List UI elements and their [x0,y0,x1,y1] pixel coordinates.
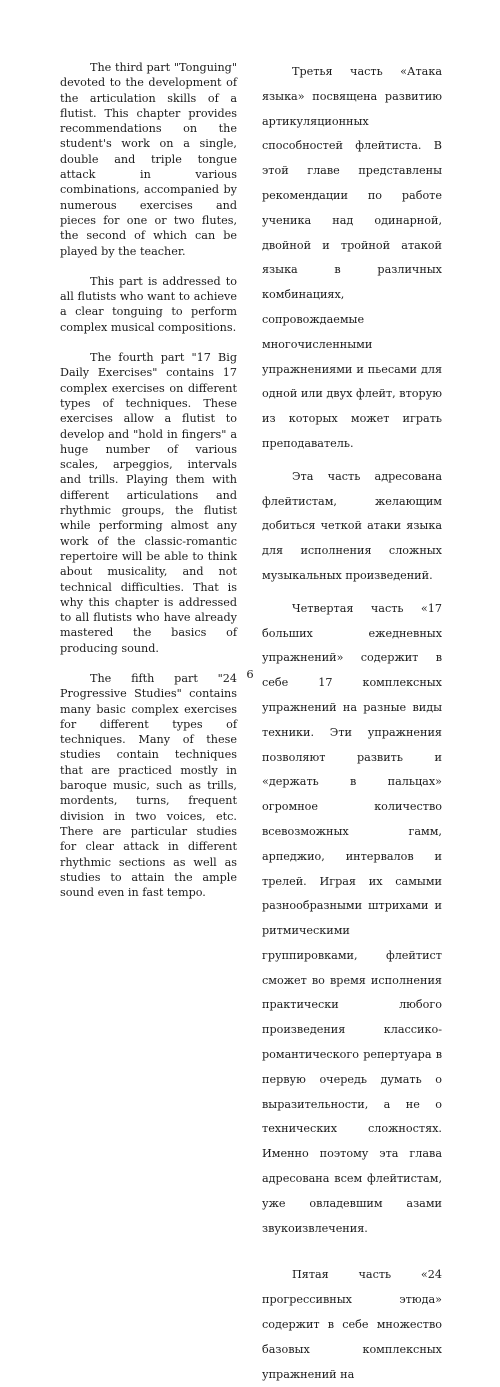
paragraph-third-part-audience-ru: Эта часть адресована флейтистам, желающим добиться четкой атаки языка для исполнения сложных музыкальных произведений. [262,469,442,582]
english-text-column [60,60,237,900]
paragraph-third-part: The third part "Tonguing" devoted to the development of the articulation skills of a flutist. This chapter provides recommendations on the student's work on a single, double and triple tongue attack in various combinations, accompanied by numerous exercises and pieces for one or two flutes, the second of which can be played by the teacher. [60,61,237,258]
paragraph-fourth-part: The fourth part "17 Big Daily Exercises" contains 17 complex exercises on different types of techniques. These exercises allow a flutist to develop and "hold in fingers" a huge number of various scales, arpeggios, intervals and trills. Playing them with different articulations and rhythmic groups, the flutist while performing almost any work of the classic-romantic repertoire will be able to think about musicality, and not technical difficulties. That is why this chapter is addressed to all flutists who have already mastered the basics of producing sound. [60,351,237,655]
paragraph-third-part-audience: This part is addressed to all flutists who want to achieve a clear tonguing to perform complex musical compositions. [60,274,237,334]
russian-text-column [262,60,442,1387]
paragraph-third-part-ru: Третья часть «Атака языка» посвящена развитию артикуляционных способностей флейтиста. В этой главе представлены рекомендации по работе ученика над одинарной, двойной и тройной атакой языка в различных комбинациях, сопровождаемые многочисленными упражнениями и пьесами для одной или двух флейт, вторую из которых может играть преподаватель. [262,65,442,450]
paragraph-fourth-part-ru: Четвертая часть «17 больших ежедневных упражнений» содержит в себе 17 комплексных упражнений на разные виды техники. Эти упражнения позволяют развить и «держать в пальцах» огромное количество всевозможных гамм, арпеджио, интервалов и трелей. Играя их самыми разнообразными штрихами и ритмическими группировками, флейтист сможет во время исполнения практически любого произведения классико-романтического репертуара в первую очередь думать о выразительности, а не о технических сложностях. Именно поэтому эта глава адресована всем флейтистам, уже овладевшим азами звукоизвлечения. [262,601,442,1235]
paragraph-fifth-part: The fifth part "24 Progressive Studies" contains many basic complex exercises for different types of techniques. Many of these studies contain techniques that are practiced mostly in baroque music, such as trills, mordents, turns, frequent division in two voices, etc. There are particular studies for clear attack in different rhythmic sections as well as studies to attain the ample sound even in fast tempo. [60,671,237,900]
paragraph-fifth-part-ru: Пятая часть «24 прогрессивных этюда» содержит в себе множество базовых комплексных упражнений на [262,1268,442,1381]
page-number: 6 [246,667,254,681]
